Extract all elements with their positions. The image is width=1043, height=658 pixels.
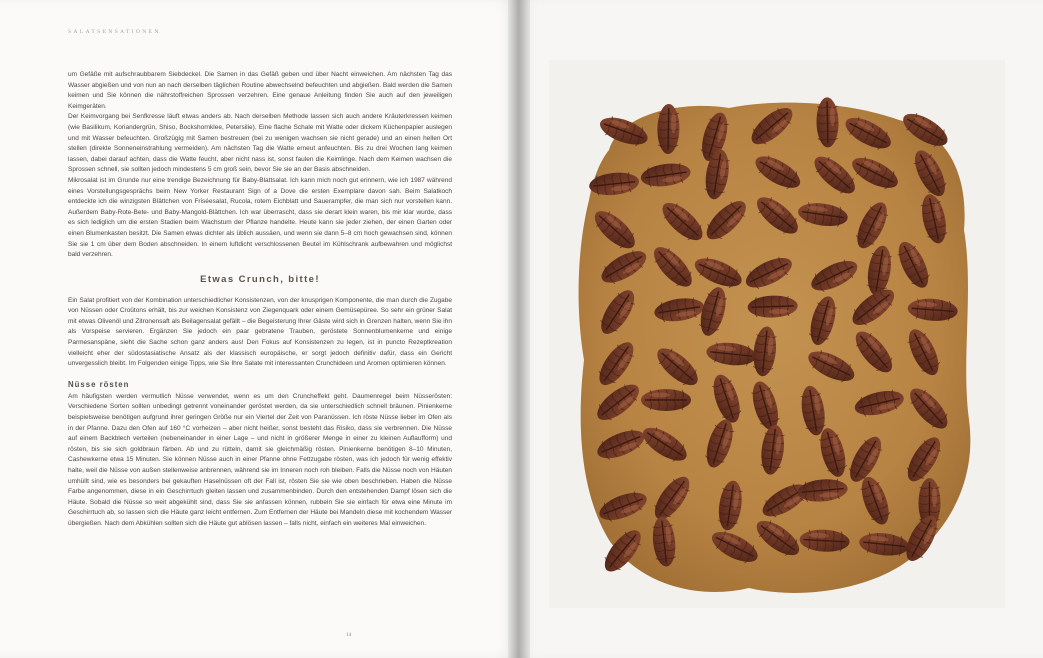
paragraph: Am häufigsten werden vermutlich Nüsse verwendet, wenn es um den Cruncheffekt geht. Daumenregel beim Nüsserösten: Verschiedene Sorten sollten unbedingt getrennt voneinander geröstet werden, da sie unterschiedlich schnell bräunen. Pinienkerne beispielsweise benötigen aufgrund ihrer geringen Größe nur ein Viertel der Zeit von Paranüssen. Ich röste Nüsse lieber im Ofen als in der Pfanne. Dazu den Ofen auf 160 °C vorheizen – aber nicht heißer, sonst besteht das Risiko, dass sie verbrennen. Die Nüsse auf einem Backblech verteilen (nebeneinander in einer Lage – und nicht in größerer Menge in einer zu kleinen Auflaufform) und rösten, bis sie sich goldbraun färben. Ab und zu rütteln, damit sie gleichmäßig rösten. Pinienkerne benötigen 8–10 Minuten, Cashewkerne etwa 15 Minuten. Sie können Nüsse auch in einer Pfanne ohne Fettzugabe rösten, was ich jedoch für wenig effektiv halte, weil die Nüsse von außen stellenweise anbrennen, während sie im Inneren noch roh bleiben. Falls die Nüsse noch von Häuten umhüllt sind, wie es besonders bei gekauften Haselnüssen oft der Fall ist, rösten Sie sie wie oben beschrieben. Haben die Nüsse Farbe angenommen, diese in ein Geschirrtuch gleiten lassen und zusammenbinden. Durch den entstehenden Dampf lösen sich die Häute. Sobald die Nüsse so weit abgekühlt sind, dass Sie sie anfassen können, rubbeln Sie sie einfach für etwa eine Minute im Geschirrtuch ab, so lassen sich die Häute ganz leicht entfernen. Zum Entfernen der Häute bei Mandeln diese mit kochendem Wasser übergießen. Nach dem Abkühlen sollten sich die Häute gut ablösen lassen – falls nicht, einfach ein weiteres Mal einweichen.: [68, 392, 452, 527]
paragraph: Der Keimvorgang bei Senfkresse läuft etwas anders ab. Nach derselben Methode lassen sich auch andere Kräuterkressen keimen (wie Basilikum, Koriandergrün, Shiso, Bockshornklee, Petersilie). Eine flache Schale mit Watte oder dickem Küchenpapier auslegen und mit Wasser befeuchten. Großzügig mit Samen bestreuen (bei zu wenigen wachsen sie nicht gerade) und an einen hellen Ort stellen (direkte Sonneneinstrahlung vermeiden). Am nächsten Tag die Watte erneut anfeuchten. Bis zu drei Wochen lang keimen lassen, dabei darauf achten, dass die Watte feucht, aber nicht nass ist, sonst faulen die Keimlinge. Nach dem Keimen wachsen die Sprossen schnell, sie sollten jedoch mindestens 5 cm groß sein, bevor Sie sie an der Basis abschneiden.: [68, 113, 452, 174]
paragraph: Ein Salat profitiert von der Kombination unterschiedlicher Konsistenzen, von der knusprigen Komponente, die man durch die Zugabe von Nüssen oder Croûtons erhält, bis zur weichen Konsistenz von Ziegenquark oder einem Gemüsepüree. So sehr ein grüner Salat mit etwas Olivenöl und Zitronensaft als Beilagensalat gefällt – die Begeisterung Ihrer Gäste wird sich in Grenzen halten, wenn Sie ihn als Vorspeise servieren. Ergänzen Sie jedoch ein paar gebratene Trauben, geröstete Sonnenblumenkerne und einige Parmesanspäne, sieht die Sache schon ganz anders aus! Den Fokus auf Konsistenzen zu legen, ist in puncto Rezeptkreation vielleicht eher der südostasiatische Ansatz als der klassisch europäische, er sorgt jedoch definitiv dafür, dass ein Gericht unvergesslich bleibt. Im Folgenden einige Tipps, wie Sie Ihre Salate mit interessanten Crunchideen und Aromen optimieren können.: [68, 296, 452, 368]
pecan-illustration: [549, 60, 1005, 608]
page-number: 14: [346, 632, 352, 638]
left-page: [0, 0, 519, 658]
right-page: [519, 0, 1043, 658]
running-head: SALATSENSATIONEN: [68, 29, 161, 35]
caramelized-pecans-photo: [549, 60, 1005, 608]
pecan-half: [641, 389, 691, 411]
paragraph: Mikrosalat ist im Grunde nur eine trendige Bezeichnung für Baby-Blattsalat. Ich kann mich noch gut erinnern, wie ich 1987 während eines Vorstellungsgesprächs beim New Yorker Restaurant Sign of a Dove die ersten Exemplare davon sah. Beim Salatkoch entdeckte ich die winzigsten Blättchen von Friséesalat, Rucola, rotem Eichblatt und Sauerampfer, die man sich nur vorstellen kann. Außerdem Baby-Rote-Bete- und Baby-Mangold-Blättchen. Ich war überrascht, dass sie derart klein waren, bis mir klar wurde, dass es sich lediglich um die ersten Stadien beim Wachstum der Pflanze handelte. Heute kann sie jeder ziehen, der einen Garten oder einen Blumenkasten besitzt. Die Samen etwas dichter als üblich aussäen, und wenn sie dann 5–8 cm hoch gewachsen sind, können Sie sie 1 cm über dem Boden abschneiden. In einem luftdicht verschlossenen Beutel im Kühlschrank aufbewahren und möglichst bald verzehren.: [68, 176, 452, 259]
text-column: [68, 70, 452, 530]
book-gutter: [508, 0, 530, 658]
sub-heading: Nüsse rösten: [68, 379, 130, 389]
paragraph: um Gefäße mit aufschraubbarem Siebdeckel. Die Samen in das Gefäß geben und über Nacht einweichen. Am nächsten Tag das Wasser abgießen und von nun an nach derselben täglichen Routine abwechselnd befeuchten und abgießen. Bald werden die Samen keimen und Sie können die nährstoffreichen Sprossen verzehren. Eine genaue Anleitung finden Sie auch auf den jeweiligen Keimgeräten.: [68, 71, 452, 110]
section-title: Etwas Crunch, bitte!: [200, 273, 320, 285]
